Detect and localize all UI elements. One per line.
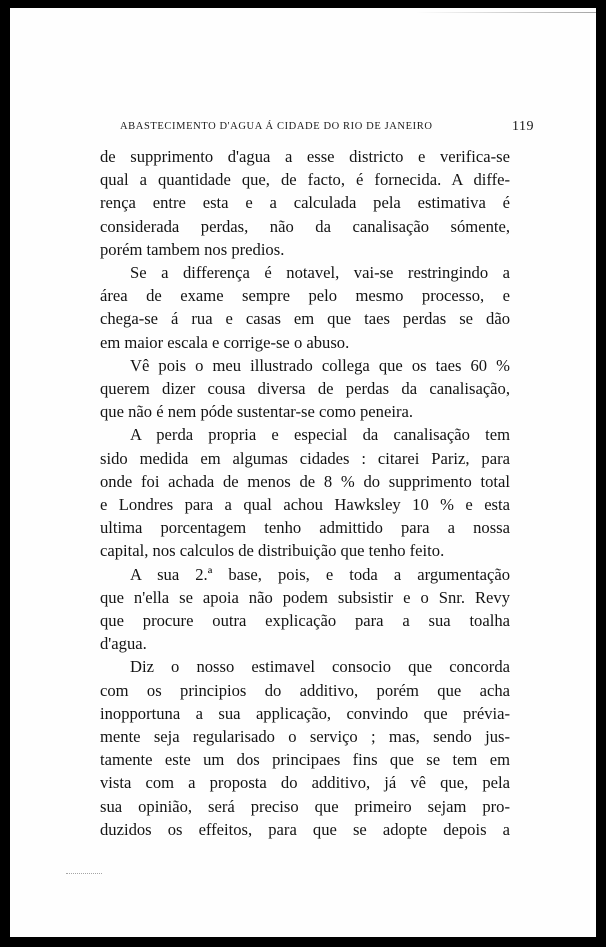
text-line: que procure outra explicação para a sua toalha [100,611,510,631]
text-line: porém tambem nos predios. [100,239,285,259]
text-line: com os principios do additivo, porém que acha [100,680,510,700]
text-line: que não é nem póde sustentar-se como peneira. [100,402,413,422]
text-line: onde foi achada de menos de 8 % do supprimento total [100,471,510,491]
text-line: tamente este um dos principaes fins que se tem em [100,750,510,770]
text-line: de supprimento d'agua a esse districto e verifica-se [100,147,510,166]
text-line: querem dizer cousa diversa de perdas da canalisação, [100,379,510,399]
text-line: ultima porcentagem tenho admittido para a nossa [100,518,510,538]
text-line: duzidos os effeitos, para que se adopte depois a [100,819,510,839]
text-line: chega-se á rua e casas em que taes perdas se dão [100,309,510,329]
book-page [10,8,596,937]
text-line: considerada perdas, não da canalisação sómente, [100,216,510,236]
running-title: ABASTECIMENTO D'AGUA Á CIDADE DO RIO DE JANEIRO [120,121,433,132]
text-line: sido medida em algumas cidades : citarei Pariz, para [100,448,510,468]
text-line: d'agua. [100,634,147,654]
text-line: A sua 2.ª base, pois, e toda a argumentação [130,564,510,584]
text-line: em maior escala e corrige-se o abuso. [100,332,350,352]
text-line: Se a differença é notavel, vai-se restringindo a [130,263,510,283]
text-line: Vê pois o meu illustrado collega que os taes 60 % [130,355,510,375]
text-line: qual a quantidade que, de facto, é fornecida. A diffe- [100,170,510,190]
text-line: que n'ella se apoia não podem subsistir e o Snr. Revy [100,587,510,607]
text-line: área de exame sempre pelo mesmo processo, e [100,286,510,306]
page-edge-mark [416,12,596,13]
text-line: mente seja regularisado o serviço ; mas, sendo jus- [100,727,510,747]
text-line: rença entre esta e a calculada pela estimativa é [100,193,510,213]
text-line: e Londres para a qual achou Hawksley 10 % e esta [100,495,510,515]
text-line: inopportuna a sua applicação, convindo que prévia- [100,703,510,723]
text-line: Diz o nosso estimavel consocio que concorda [130,657,510,677]
text-line: vista com a proposta do additivo, já vê que, pela [100,773,510,793]
text-line: A perda propria e especial da canalisação tem [130,425,510,445]
scan-speck [66,873,102,875]
page-number: 119 [512,119,534,134]
text-line: sua opinião, será preciso que primeiro sejam pro- [100,796,510,816]
text-line: capital, nos calculos de distribuição que tenho feito. [100,541,445,561]
body-text [100,145,510,841]
